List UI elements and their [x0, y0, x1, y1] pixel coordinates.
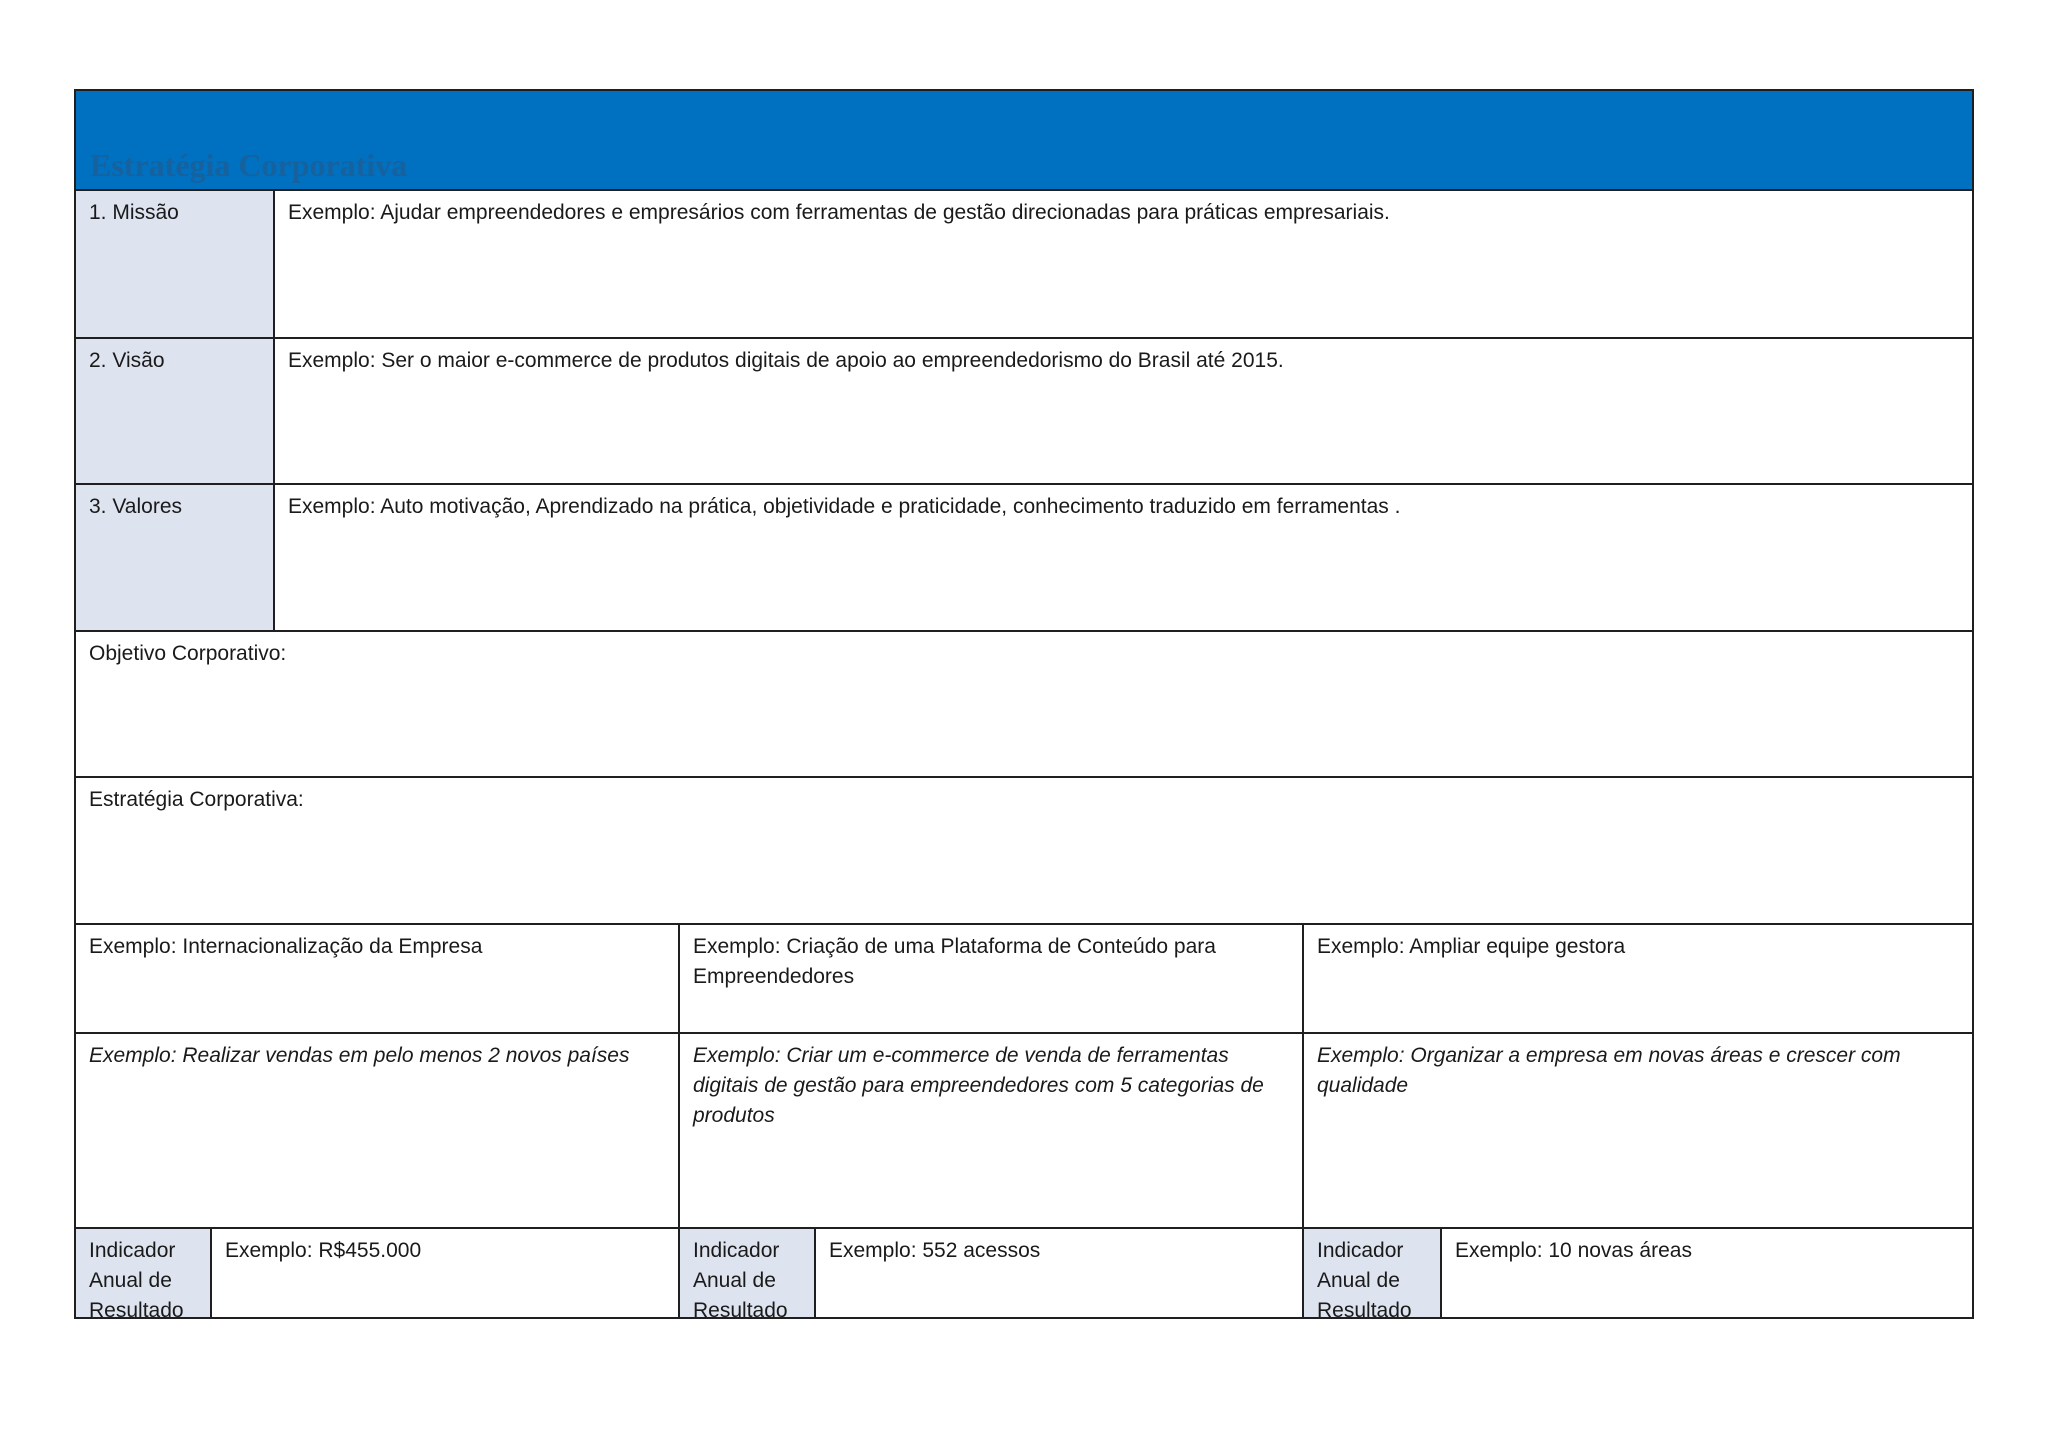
strategy-1-indicator-value: Exemplo: R$455.000: [210, 1227, 678, 1317]
strategy-1-title: Exemplo: Internacionalização da Empresa: [76, 923, 678, 1032]
vision-label: 2. Visão: [76, 337, 273, 483]
strategy-2-title: Exemplo: Criação de uma Plataforma de Conteúdo para Empreendedores: [678, 923, 1302, 1032]
table-header: [76, 91, 1972, 191]
strategy-2-indicator-label: Indicador Anual de Resultado: [678, 1227, 814, 1317]
strategy-2-indicator-value: Exemplo: 552 acessos: [814, 1227, 1302, 1317]
strategy-3-indicator-label: Indicador Anual de Resultado: [1302, 1227, 1440, 1317]
strategy-table: [74, 89, 1974, 1322]
strategy-3-objective: Exemplo: Organizar a empresa em novas áreas e crescer com qualidade: [1302, 1032, 1972, 1227]
strategy-3-indicator-value: Exemplo: 10 novas áreas: [1440, 1227, 1972, 1317]
strategy-3-title: Exemplo: Ampliar equipe gestora: [1302, 923, 1972, 1032]
values-text: Exemplo: Auto motivação, Aprendizado na prática, objetividade e praticidade, conhecimento traduzido em ferramentas .: [273, 483, 1972, 630]
mission-text: Exemplo: Ajudar empreendedores e empresários com ferramentas de gestão direcionadas para práticas empresariais.: [273, 191, 1972, 337]
strategy-2-objective: Exemplo: Criar um e-commerce de venda de ferramentas digitais de gestão para empreendedores com 5 categorias de produtos: [678, 1032, 1302, 1227]
values-label: 3. Valores: [76, 483, 273, 630]
vision-text: Exemplo: Ser o maior e-commerce de produtos digitais de apoio ao empreendedorismo do Brasil até 2015.: [273, 337, 1972, 483]
header-title: Estratégia Corporativa: [90, 147, 408, 183]
corporate-strategy: Estratégia Corporativa:: [76, 776, 1972, 923]
corporate-objective: Objetivo Corporativo:: [76, 630, 1972, 776]
strategy-1-indicator-label: Indicador Anual de Resultado: [76, 1227, 210, 1317]
mission-label: 1. Missão: [76, 191, 273, 337]
strategy-1-objective: Exemplo: Realizar vendas em pelo menos 2 novos países: [76, 1032, 678, 1227]
